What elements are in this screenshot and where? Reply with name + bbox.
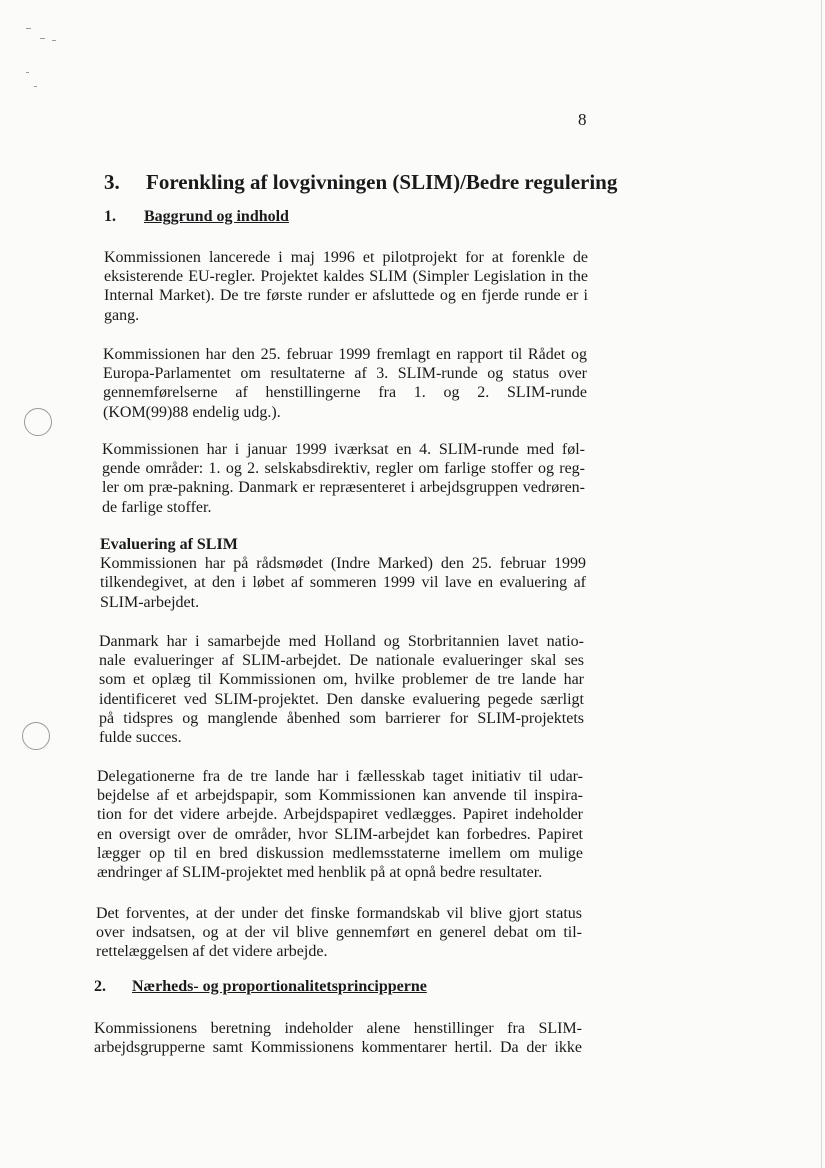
text-line: rettelæggelsen af det videre arbejde. bbox=[96, 943, 328, 961]
subsection-title: Baggrund og indhold bbox=[144, 208, 289, 225]
text-line: Europa-Parlamentet om resultaterne af 3. SLIM-runde og status over bbox=[103, 365, 587, 383]
section-title: Forenkling af lovgivningen (SLIM)/Bedre regulering bbox=[146, 170, 618, 194]
text-line: tilkendegivet, at den i løbet af sommeren 1999 vil lave en evaluering af bbox=[100, 574, 586, 592]
text-line: Kommissionen har i januar 1999 iværksat en 4. SLIM-runde med føl- bbox=[102, 441, 585, 458]
text-line: gende områder: 1. og 2. selskabsdirektiv, regler om farlige stoffer og reg- bbox=[102, 460, 585, 478]
section-number: 3. bbox=[104, 170, 120, 194]
text-line: over indsatsen, og at der vil blive gennemført en generel debat om til- bbox=[96, 924, 582, 942]
text-line: Internal Market). De tre første runder er afsluttede og en fjerde runde er i bbox=[104, 287, 588, 305]
text-line: Danmark har i samarbejde med Holland og Storbritannien lavet natio- bbox=[99, 633, 584, 650]
scan-speck bbox=[52, 40, 56, 41]
text-line: på tidspres og manglende åbenhed som barrierer for SLIM-projektets bbox=[99, 709, 584, 727]
text-line: SLIM-arbejdet. bbox=[100, 593, 200, 611]
text-line: identificeret ved SLIM-projektet. Den danske evaluering pegede særligt bbox=[99, 690, 584, 708]
scan-edge bbox=[821, 0, 822, 1168]
paragraph bbox=[99, 632, 584, 747]
text-line: Kommissionens beretning indeholder alene henstillinger fra SLIM- bbox=[94, 1020, 582, 1037]
subsection-heading bbox=[94, 978, 427, 996]
page-number: 8 bbox=[578, 110, 587, 129]
text-line: Kommissionen har den 25. februar 1999 fremlagt en rapport til Rådet og bbox=[103, 346, 587, 363]
text-line: Kommissionen lancerede i maj 1996 et pilotprojekt for at forenkle de bbox=[104, 249, 588, 266]
punch-hole bbox=[22, 722, 50, 750]
text-line: fulde succes. bbox=[99, 729, 182, 747]
punch-hole bbox=[24, 408, 52, 436]
paragraph bbox=[103, 345, 587, 422]
paragraph bbox=[104, 248, 588, 325]
text-line: en oversigt over de områder, hvor SLIM-arbejdet kan forbedres. Papiret bbox=[97, 825, 583, 843]
subsection-title: Nærheds- og proportionalitetsprincipperne bbox=[132, 978, 427, 995]
paragraph bbox=[100, 535, 586, 612]
text-line: (KOM(99)88 endelig udg.). bbox=[103, 403, 281, 421]
paragraph bbox=[102, 440, 585, 517]
text-line: ler om præ-pakning. Danmark er repræsenteret i arbejdsgruppen vedrøren- bbox=[102, 479, 585, 497]
text-line: ændringer af SLIM-projektet med henblik på at opnå bedre resultater. bbox=[97, 864, 543, 882]
text-line: gang. bbox=[104, 306, 140, 324]
text-line: de farlige stoffer. bbox=[102, 498, 212, 516]
paragraph bbox=[94, 1019, 582, 1057]
paragraph bbox=[97, 767, 583, 882]
subsection-number: 1. bbox=[104, 208, 116, 225]
text-line: arbejdsgrupperne samt Kommissionens kommentarer hertil. Da der ikke bbox=[94, 1039, 582, 1057]
text-line: Delegationerne fra de tre lande har i fællesskab taget initiativ til udar- bbox=[97, 768, 583, 785]
paragraph-heading: Evaluering af SLIM bbox=[100, 536, 238, 553]
text-line: gennemførelserne af henstillingerne fra 1. og 2. SLIM-runde bbox=[103, 384, 587, 402]
text-line: nale evalueringer af SLIM-arbejdet. De nationale evalueringer skal ses bbox=[99, 652, 584, 670]
scan-speck bbox=[40, 38, 45, 39]
paragraph bbox=[96, 904, 582, 962]
text-line: eksisterende EU-regler. Projektet kaldes SLIM (Simpler Legislation in the bbox=[104, 268, 588, 286]
subsection-heading bbox=[104, 208, 289, 226]
text-line: Det forventes, at der under det finske formandskab vil blive gjort status bbox=[96, 905, 582, 922]
text-line: som et oplæg til Kommissionen om, hvilke problemer de tre lande har bbox=[99, 671, 584, 689]
text-line: bejdelse af et arbejdspapir, som Kommissionen kan anvende til inspira- bbox=[97, 787, 583, 805]
scan-speck bbox=[34, 86, 37, 87]
scan-speck bbox=[26, 72, 29, 73]
text-line: Kommissionen har på rådsmødet (Indre Marked) den 25. februar 1999 bbox=[100, 555, 586, 573]
section-heading bbox=[104, 170, 617, 195]
text-line: tion for det videre arbejde. Arbejdspapiret vedlægges. Papiret indeholder bbox=[97, 806, 583, 824]
subsection-number: 2. bbox=[94, 978, 106, 995]
text-line: lægger op til en bred diskussion medlemsstaterne imellem om mulige bbox=[97, 844, 583, 862]
scan-speck bbox=[26, 28, 31, 29]
